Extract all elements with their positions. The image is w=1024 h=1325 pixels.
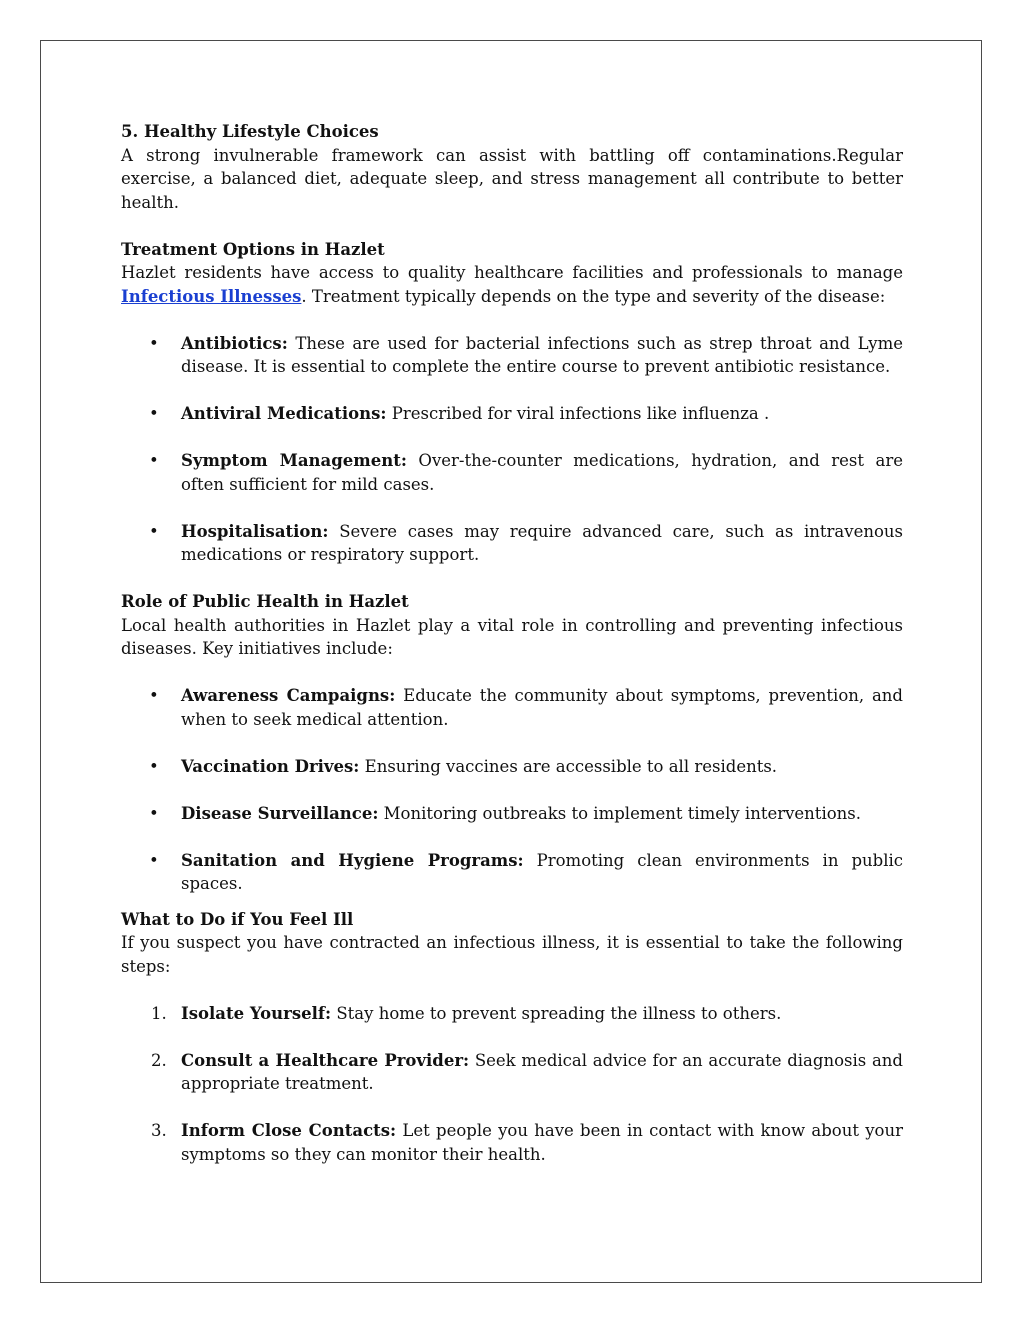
list-item	[121, 332, 903, 379]
list-item	[121, 802, 903, 826]
bullet-icon: •	[149, 404, 159, 423]
bullet-icon: •	[149, 451, 159, 470]
intro-text: Hazlet residents have access to quality healthcare facilities and professionals to manage	[121, 263, 903, 282]
item-label: Symptom Management:	[181, 451, 407, 470]
item-text: Educate the community about symptoms, prevention, and when to seek medical attention.	[181, 686, 903, 729]
step-number: 2.	[151, 1050, 167, 1070]
section-heading: 5. Healthy Lifestyle Choices	[121, 122, 379, 141]
bullet-icon: •	[149, 333, 159, 353]
item-text: Ensuring vaccines are accessible to all residents.	[359, 756, 778, 776]
bullet-icon: •	[149, 756, 159, 776]
item-text: Promoting clean environments in public spaces.	[181, 850, 903, 893]
bullet-icon: •	[149, 850, 159, 870]
step-number: 3.	[151, 1121, 167, 1140]
treatment-list	[121, 332, 903, 567]
bullet-icon: •	[149, 521, 159, 541]
item-text: Stay home to prevent spreading the illness to others.	[331, 1003, 782, 1023]
section-heading: Role of Public Health in Hazlet	[121, 592, 409, 611]
item-label: Sanitation and Hygiene Programs:	[181, 850, 524, 870]
infectious-illnesses-link[interactable]: Infectious Illnesses	[121, 286, 302, 306]
list-item	[121, 684, 903, 731]
item-label: Awareness Campaigns:	[181, 686, 396, 705]
item-label: Consult a Healthcare Provider:	[181, 1050, 470, 1070]
document-content	[121, 120, 903, 1190]
section-intro	[121, 261, 903, 308]
item-label: Isolate Yourself:	[181, 1003, 332, 1023]
list-item	[121, 449, 903, 496]
item-text: Prescribed for viral infections like influenza .	[386, 404, 770, 423]
item-text: Let people you have been in contact with know about your symptoms so they can monitor their health.	[181, 1121, 903, 1164]
item-text: Seek medical advice for an accurate diagnosis and appropriate treatment.	[181, 1050, 903, 1093]
list-item	[121, 1049, 903, 1096]
section-lifestyle	[121, 120, 903, 214]
bullet-icon: •	[149, 803, 159, 823]
item-label: Disease Surveillance:	[181, 803, 379, 823]
item-text: These are used for bacterial infections such as strep throat and Lyme disease. It is essential to complete the entire course to prevent antibiotic resistance.	[181, 333, 903, 376]
item-label: Antiviral Medications:	[181, 404, 387, 423]
section-feel-ill	[121, 908, 903, 979]
item-label: Vaccination Drives:	[181, 756, 360, 776]
section-heading: Treatment Options in Hazlet	[121, 239, 385, 259]
item-text: Monitoring outbreaks to implement timely interventions.	[378, 803, 861, 823]
section-body: A strong invulnerable framework can assist with battling off contaminations.Regular exercise, a balanced diet, adequate sleep, and stress management all contribute to better health.	[121, 145, 903, 212]
list-item	[121, 1002, 903, 1026]
steps-list	[121, 1002, 903, 1167]
item-label: Inform Close Contacts:	[181, 1121, 397, 1140]
step-number: 1.	[151, 1003, 167, 1023]
bullet-icon: •	[149, 686, 159, 705]
section-intro: Local health authorities in Hazlet play a vital role in controlling and preventing infectious diseases. Key initiatives include:	[121, 615, 903, 658]
list-item	[121, 755, 903, 779]
public-health-list	[121, 684, 903, 896]
list-item	[121, 849, 903, 896]
list-item	[121, 402, 903, 426]
section-treatment	[121, 238, 903, 309]
section-public-health	[121, 590, 903, 661]
list-item	[121, 1119, 903, 1166]
item-label: Hospitalisation:	[181, 521, 329, 541]
list-item	[121, 520, 903, 567]
intro-text: . Treatment typically depends on the type and severity of the disease:	[301, 286, 886, 306]
section-intro: If you suspect you have contracted an infectious illness, it is essential to take the following steps:	[121, 933, 903, 976]
section-heading: What to Do if You Feel Ill	[121, 909, 354, 929]
item-text: Severe cases may require advanced care, such as intravenous medications or respiratory support.	[181, 521, 903, 564]
item-text: Over-the-counter medications, hydration, and rest are often sufficient for mild cases.	[181, 451, 903, 494]
item-label: Antibiotics:	[181, 333, 288, 353]
